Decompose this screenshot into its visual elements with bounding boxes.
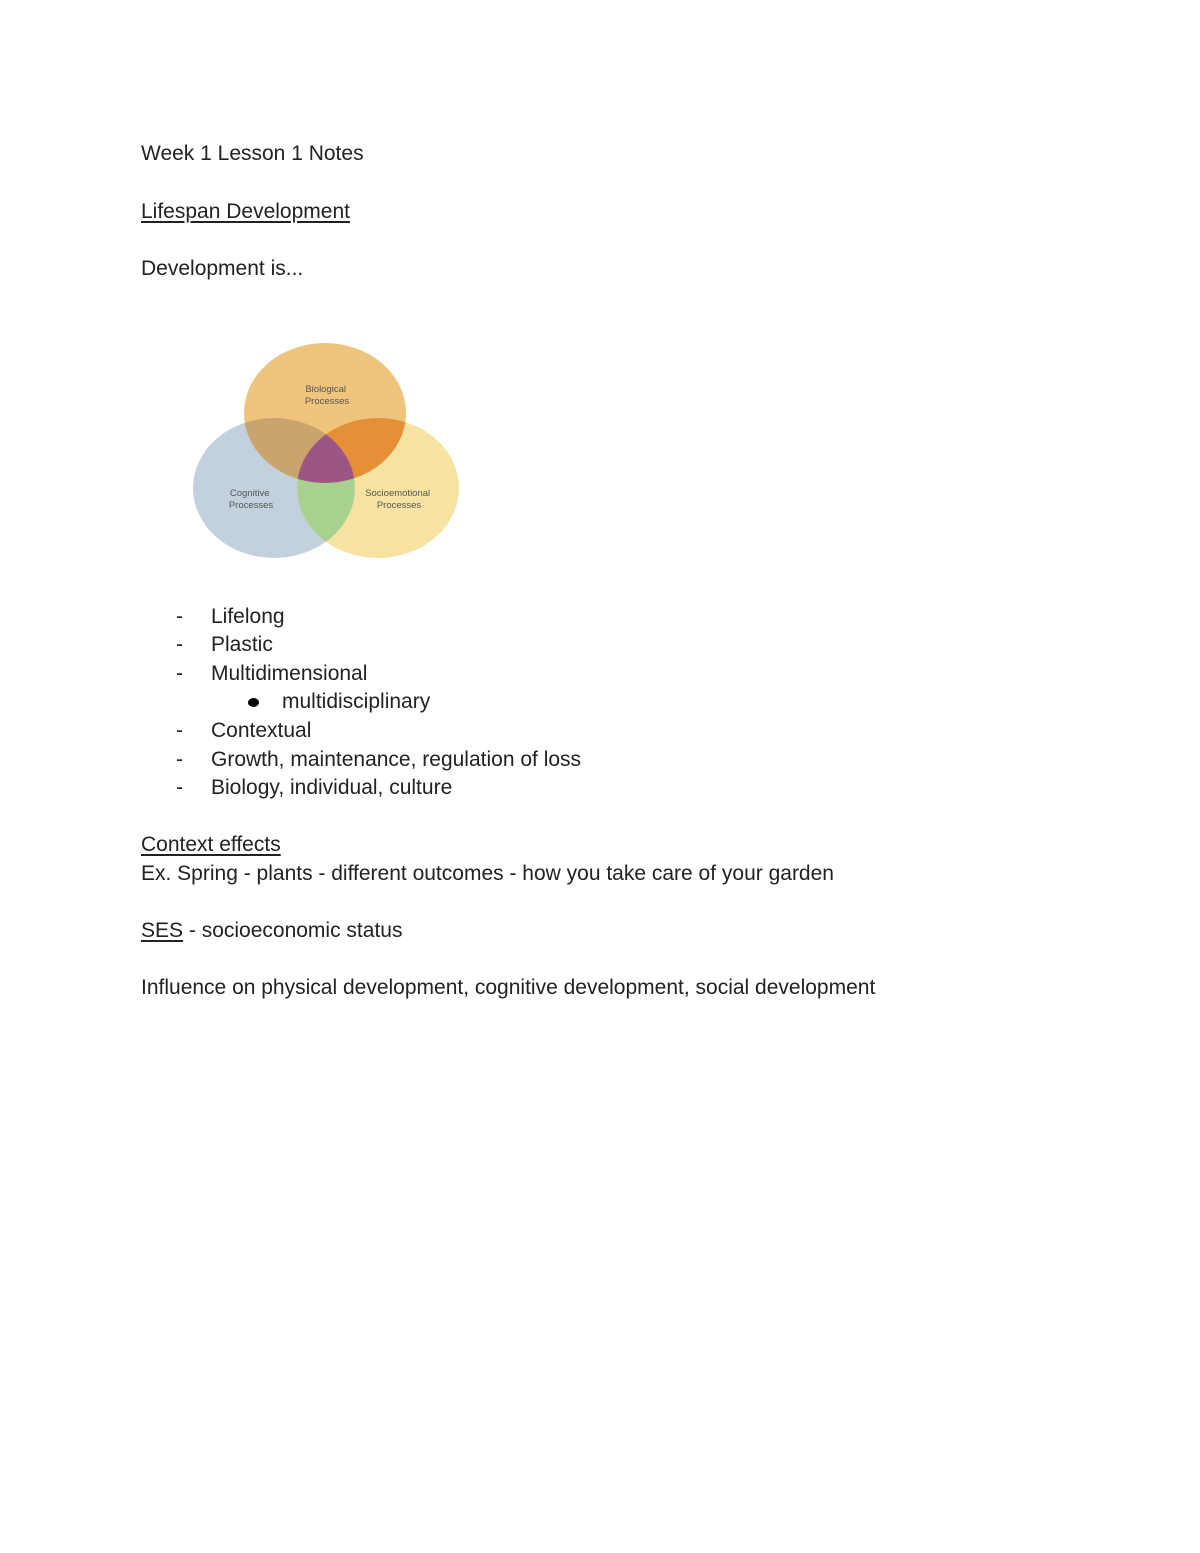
page-title: Week 1 Lesson 1 Notes bbox=[141, 142, 364, 165]
venn-label-socioemotional: Socioemotional Processes bbox=[365, 488, 431, 511]
section-heading-lifespan: Lifespan Development bbox=[141, 200, 350, 223]
list-item: Lifelong bbox=[211, 605, 285, 628]
ses-term: SES bbox=[141, 919, 184, 942]
list-dash: - bbox=[176, 605, 183, 628]
ses-line bbox=[141, 918, 402, 944]
list-item: Contextual bbox=[211, 719, 312, 742]
list-dash: - bbox=[176, 662, 183, 685]
list-dash: - bbox=[176, 719, 183, 742]
list-item: Growth, maintenance, regulation of loss bbox=[211, 748, 582, 771]
venn-diagram bbox=[186, 336, 466, 564]
venn-label-biological: Biological Processes bbox=[304, 384, 350, 407]
list-dash: - bbox=[176, 748, 183, 771]
sub-list-item: multidisciplinary bbox=[282, 690, 431, 713]
influence-line: Influence on physical development, cognitive development, social development bbox=[141, 976, 876, 999]
section-heading-context-effects: Context effects bbox=[141, 833, 281, 856]
list-item: Multidimensional bbox=[211, 662, 368, 685]
list-dash: - bbox=[176, 633, 183, 656]
context-example: Ex. Spring - plants - different outcomes - how you take care of your garden bbox=[141, 862, 834, 885]
development-intro: Development is... bbox=[141, 257, 304, 280]
list-dash: - bbox=[176, 776, 183, 799]
venn-label-cognitive: Cognitive Processes bbox=[228, 488, 274, 511]
ses-definition: - socioeconomic status bbox=[183, 919, 403, 942]
list-item: Biology, individual, culture bbox=[211, 776, 453, 799]
sub-list-bullet bbox=[248, 698, 259, 707]
list-item: Plastic bbox=[211, 633, 273, 656]
